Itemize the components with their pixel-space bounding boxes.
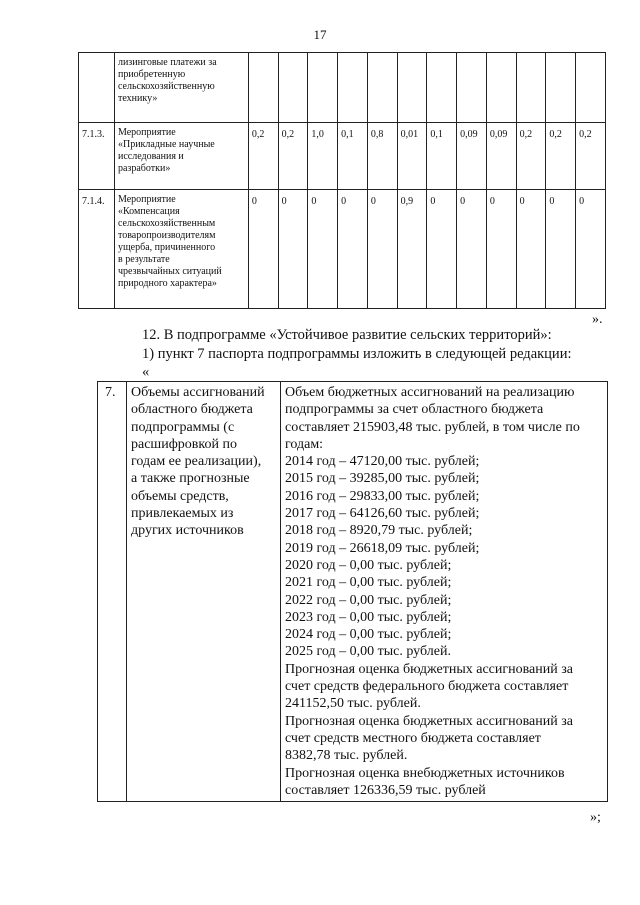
table-row [79, 53, 606, 123]
content-line: 2018 год – 8920,79 тыс. рублей; [285, 523, 473, 539]
row-number: 7.1.3. [79, 123, 115, 190]
description-line: Мероприятие [117, 194, 176, 205]
value-cell: 0,2 [576, 123, 606, 190]
value-cell: 0 [486, 190, 516, 309]
description-line: исследования и [117, 151, 184, 162]
content-line: 241152,50 тыс. рублей. [285, 696, 421, 712]
content-line: 2017 год – 64126,60 тыс. рублей; [285, 506, 480, 522]
content-line: 2019 год – 26618,09 тыс. рублей; [285, 540, 480, 556]
label-line: областного бюджета [131, 402, 253, 418]
value-cell: 0 [367, 190, 397, 309]
content-line: составляет 126336,59 тыс. рублей [285, 782, 486, 798]
row-description [114, 123, 248, 190]
value-cell: 0,2 [516, 123, 546, 190]
value-cell: 0,1 [427, 123, 457, 190]
description-line: сельскохозяйственную [117, 81, 215, 92]
value-cell [427, 53, 457, 123]
value-cell: 0 [457, 190, 487, 309]
value-cell [338, 53, 368, 123]
content-line: 2024 год – 0,00 тыс. рублей; [285, 627, 452, 643]
row-description [114, 53, 248, 123]
activities-table [78, 52, 606, 309]
description-line: природного характера» [117, 278, 217, 289]
value-cell: 0,2 [278, 123, 308, 190]
description-line: чрезвычайных ситуаций [117, 266, 222, 277]
content-line: Прогнозная оценка бюджетных ассигнований за [285, 661, 573, 677]
content-line: 2021 год – 0,00 тыс. рублей; [285, 575, 452, 591]
paragraph-1: 1) пункт 7 паспорта подпрограммы изложить в следующей редакции: [142, 346, 572, 362]
label-line: других источников [131, 523, 244, 539]
value-cell: 1,0 [308, 123, 338, 190]
content-line: 2025 год – 0,00 тыс. рублей. [285, 644, 451, 660]
value-cell: 0,09 [457, 123, 487, 190]
description-line: разработки» [117, 163, 171, 174]
content-line: 8382,78 тыс. рублей. [285, 748, 408, 764]
value-cell: 0 [338, 190, 368, 309]
value-cell: 0 [427, 190, 457, 309]
description-line: «Прикладные научные [117, 139, 215, 150]
value-cell: 0,1 [338, 123, 368, 190]
value-cell: 0 [576, 190, 606, 309]
value-cell: 0 [546, 190, 576, 309]
closing-quote-1: ». [592, 312, 603, 327]
content-line: счет средств федерального бюджета составляет [285, 679, 569, 695]
label-line: привлекаемых из [131, 506, 234, 522]
value-cell [278, 53, 308, 123]
value-cell: 0 [308, 190, 338, 309]
passport-row-label [127, 382, 281, 802]
page-number: 17 [313, 27, 327, 42]
value-cell [576, 53, 606, 123]
description-line: ущерба, причиненного [117, 242, 216, 253]
label-line: Объемы ассигнований [131, 385, 265, 400]
value-cell [457, 53, 487, 123]
label-line: подпрограммы (с [131, 419, 235, 435]
content-line: 2014 год – 47120,00 тыс. рублей; [285, 454, 480, 470]
value-cell: 0,9 [397, 190, 427, 309]
content-line: 2020 год – 0,00 тыс. рублей; [285, 557, 452, 573]
content-line: подпрограммы за счет областного бюджета [285, 402, 544, 418]
opening-quote: « [142, 364, 150, 380]
table-row [79, 190, 606, 309]
passport-row-number: 7. [98, 382, 127, 802]
paragraph-12: 12. В подпрограмме «Устойчивое развитие сельских территорий»: [142, 327, 552, 343]
row-description [114, 190, 248, 309]
table-row [79, 123, 606, 190]
value-cell: 0,01 [397, 123, 427, 190]
value-cell: 0,8 [367, 123, 397, 190]
description-line: сельскохозяйственным [117, 218, 216, 229]
value-cell [397, 53, 427, 123]
passport-row-content [281, 382, 608, 802]
value-cell: 0 [248, 190, 278, 309]
description-line: приобретенную [117, 69, 186, 80]
description-line: в результате [117, 254, 170, 265]
content-line: Прогнозная оценка внебюджетных источников [285, 765, 565, 781]
description-line: товаропроизводителям [117, 230, 216, 241]
closing-quote-2: »; [590, 810, 601, 825]
value-cell [486, 53, 516, 123]
value-cell: 0 [278, 190, 308, 309]
row-number: 7.1.4. [79, 190, 115, 309]
content-line: составляет 215903,48 тыс. рублей, в том числе по [285, 419, 580, 435]
passport-row-7 [98, 382, 608, 802]
content-line: Прогнозная оценка бюджетных ассигнований за [285, 713, 573, 729]
description-line: «Компенсация [117, 206, 180, 217]
label-line: расшифровкой по [131, 436, 237, 452]
description-line: технику» [117, 93, 158, 104]
value-cell: 0,2 [546, 123, 576, 190]
value-cell [248, 53, 278, 123]
value-cell [516, 53, 546, 123]
label-line: а также прогнозные [131, 471, 250, 487]
label-line: годам ее реализации), [131, 454, 262, 470]
row-number [79, 53, 115, 123]
label-line: объемы средств, [131, 488, 229, 504]
content-line: Объем бюджетных ассигнований на реализацию [285, 385, 575, 400]
value-cell: 0,09 [486, 123, 516, 190]
content-line: 2022 год – 0,00 тыс. рублей; [285, 592, 452, 608]
content-line: счет средств местного бюджета составляет [285, 730, 541, 746]
value-cell: 0,2 [248, 123, 278, 190]
value-cell [546, 53, 576, 123]
value-cell [308, 53, 338, 123]
description-line: Мероприятие [117, 127, 176, 138]
content-line: 2015 год – 39285,00 тыс. рублей; [285, 471, 480, 487]
content-line: 2016 год – 29833,00 тыс. рублей; [285, 488, 480, 504]
value-cell [367, 53, 397, 123]
content-line: 2023 год – 0,00 тыс. рублей; [285, 609, 452, 625]
description-line: лизинговые платежи за [117, 57, 217, 68]
content-line: годам: [285, 436, 324, 452]
passport-table [97, 381, 608, 802]
value-cell: 0 [516, 190, 546, 309]
